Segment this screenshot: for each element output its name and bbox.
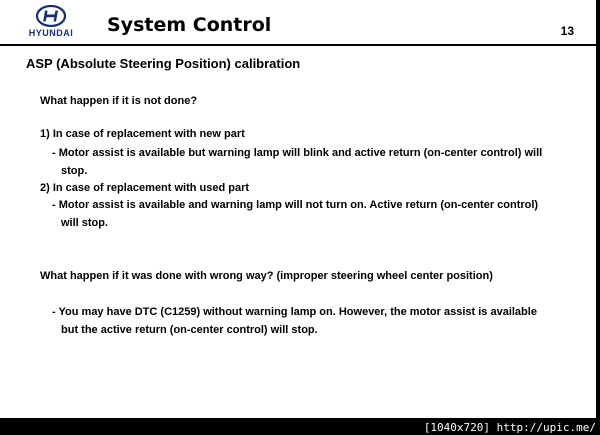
question-heading: What happen if it is not done?	[40, 95, 198, 107]
hyundai-logo-icon	[36, 5, 66, 27]
case2-line2: will stop.	[61, 217, 109, 229]
case2-title: 2) In case of replacement with used part	[40, 182, 250, 194]
page-title: System Control	[107, 14, 272, 36]
page-number: 13	[560, 24, 574, 38]
case1-line1: - Motor assist is available but warning lamp will blink and active return (on-center control) will	[52, 147, 543, 159]
slide-header	[0, 0, 596, 44]
section-title: ASP (Absolute Steering Position) calibration	[26, 56, 301, 71]
hyundai-logo	[10, 5, 92, 41]
header-divider	[0, 44, 596, 46]
case1-line2: stop.	[61, 165, 88, 177]
wrong-way-line1: - You may have DTC (C1259) without warning lamp on. However, the motor assist is available	[52, 306, 537, 318]
case1-title: 1) In case of replacement with new part	[40, 128, 245, 140]
watermark-text: [1040x720] http://upic.me/	[423, 421, 596, 434]
logo-text: HYUNDAI	[28, 28, 74, 38]
wrong-way-line2: but the active return (on-center control) will stop.	[61, 324, 318, 336]
case2-line1: - Motor assist is available and warning lamp will not turn on. Active return (on-center control)	[52, 199, 539, 211]
wrong-way-heading: What happen if it was done with wrong way? (improper steering wheel center position)	[40, 270, 493, 282]
